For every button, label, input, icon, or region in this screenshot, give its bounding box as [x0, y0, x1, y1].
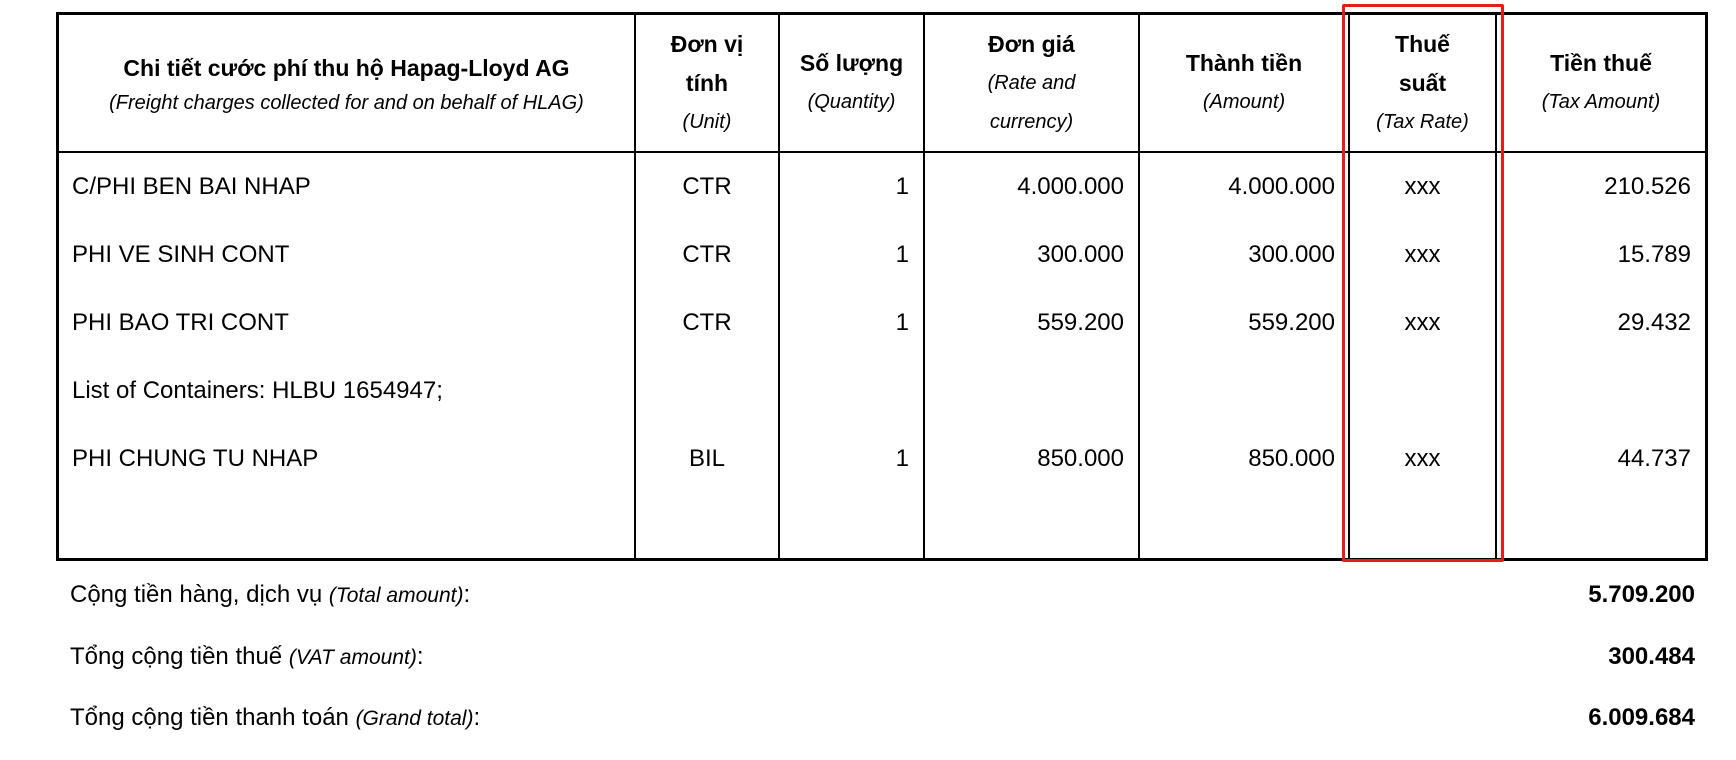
header-amount	[1140, 15, 1348, 151]
row-description: PHI BAO TRI CONT	[72, 309, 289, 336]
row-unit: CTR	[682, 309, 732, 336]
grand-total-value: 6.009.684	[1588, 704, 1695, 731]
header-tax-amount-title: Tiền thuế	[1550, 50, 1652, 76]
row-unit: CTR	[682, 241, 732, 268]
header-tax-rate-title-line2: suất	[1398, 69, 1447, 96]
row-amount: 4.000.000	[1228, 173, 1335, 200]
row-tax-rate: xxx	[1404, 309, 1441, 336]
row-quantity: 1	[895, 241, 909, 268]
row-unit: CTR	[682, 173, 732, 200]
total-amount-label: Cộng tiền hàng, dịch vụ (Total amount):	[70, 581, 471, 608]
row-tax-rate: xxx	[1404, 445, 1441, 472]
row-description: PHI CHUNG TU NHAP	[72, 445, 319, 472]
row-description: PHI VE SINH CONT	[72, 241, 290, 268]
header-amount-subtitle: (Amount)	[1202, 91, 1286, 113]
row-tax-amount: 44.737	[1617, 445, 1691, 472]
header-quantity	[780, 15, 923, 151]
row-tax-rate: xxx	[1404, 241, 1441, 268]
header-unit-title-line1: Đơn vị	[670, 30, 744, 57]
header-amount-title: Thành tiền	[1185, 50, 1303, 76]
header-quantity-subtitle: (Quantity)	[807, 91, 896, 113]
header-quantity-title: Số lượng	[799, 50, 904, 76]
row-tax-amount: 15.789	[1617, 241, 1691, 268]
total-amount-row	[70, 578, 1695, 612]
row-tax-amount: 29.432	[1617, 309, 1691, 336]
row-description: List of Containers: HLBU 1654947;	[72, 377, 443, 404]
grand-total-label: Tổng cộng tiền thanh toán (Grand total):	[70, 704, 481, 731]
header-rate-subtitle-line2: currency)	[989, 110, 1074, 133]
header-rate	[925, 15, 1138, 151]
row-amount: 559.200	[1248, 309, 1335, 336]
row-rate: 300.000	[1037, 241, 1124, 268]
header-tax-rate-subtitle: (Tax Rate)	[1376, 110, 1469, 133]
header-description-subtitle: (Freight charges collected for and on behalf of HLAG)	[109, 91, 584, 114]
header-unit	[636, 15, 778, 151]
header-description-title: Chi tiết cước phí thu hộ Hapag-Lloyd AG	[123, 54, 570, 81]
row-quantity: 1	[895, 173, 909, 200]
header-unit-title-line2: tính	[685, 69, 729, 96]
row-rate: 850.000	[1037, 445, 1124, 472]
header-unit-subtitle: (Unit)	[682, 110, 732, 133]
header-rate-title: Đơn giá	[988, 30, 1075, 57]
vat-amount-value: 300.484	[1608, 643, 1695, 670]
header-tax-amount-subtitle: (Tax Amount)	[1541, 91, 1661, 113]
vat-amount-row	[70, 640, 1695, 674]
row-quantity: 1	[895, 309, 909, 336]
row-amount: 850.000	[1248, 445, 1335, 472]
row-description: C/PHI BEN BAI NHAP	[72, 173, 311, 200]
header-tax-amount	[1497, 15, 1705, 151]
row-quantity: 1	[895, 445, 909, 472]
vat-amount-label: Tổng cộng tiền thuế (VAT amount):	[70, 643, 424, 670]
row-rate: 4.000.000	[1017, 173, 1124, 200]
row-amount: 300.000	[1248, 241, 1335, 268]
header-description	[59, 15, 634, 151]
tax-rate-highlight-box	[1342, 4, 1504, 562]
header-rate-subtitle-line1: (Rate and	[987, 71, 1076, 94]
row-unit: BIL	[688, 445, 726, 472]
row-rate: 559.200	[1037, 309, 1124, 336]
header-tax-rate-title-line1: Thuế	[1395, 30, 1450, 57]
total-amount-value: 5.709.200	[1588, 581, 1695, 608]
grand-total-row	[70, 701, 1695, 735]
row-tax-rate: xxx	[1404, 173, 1441, 200]
row-tax-amount: 210.526	[1604, 173, 1691, 200]
